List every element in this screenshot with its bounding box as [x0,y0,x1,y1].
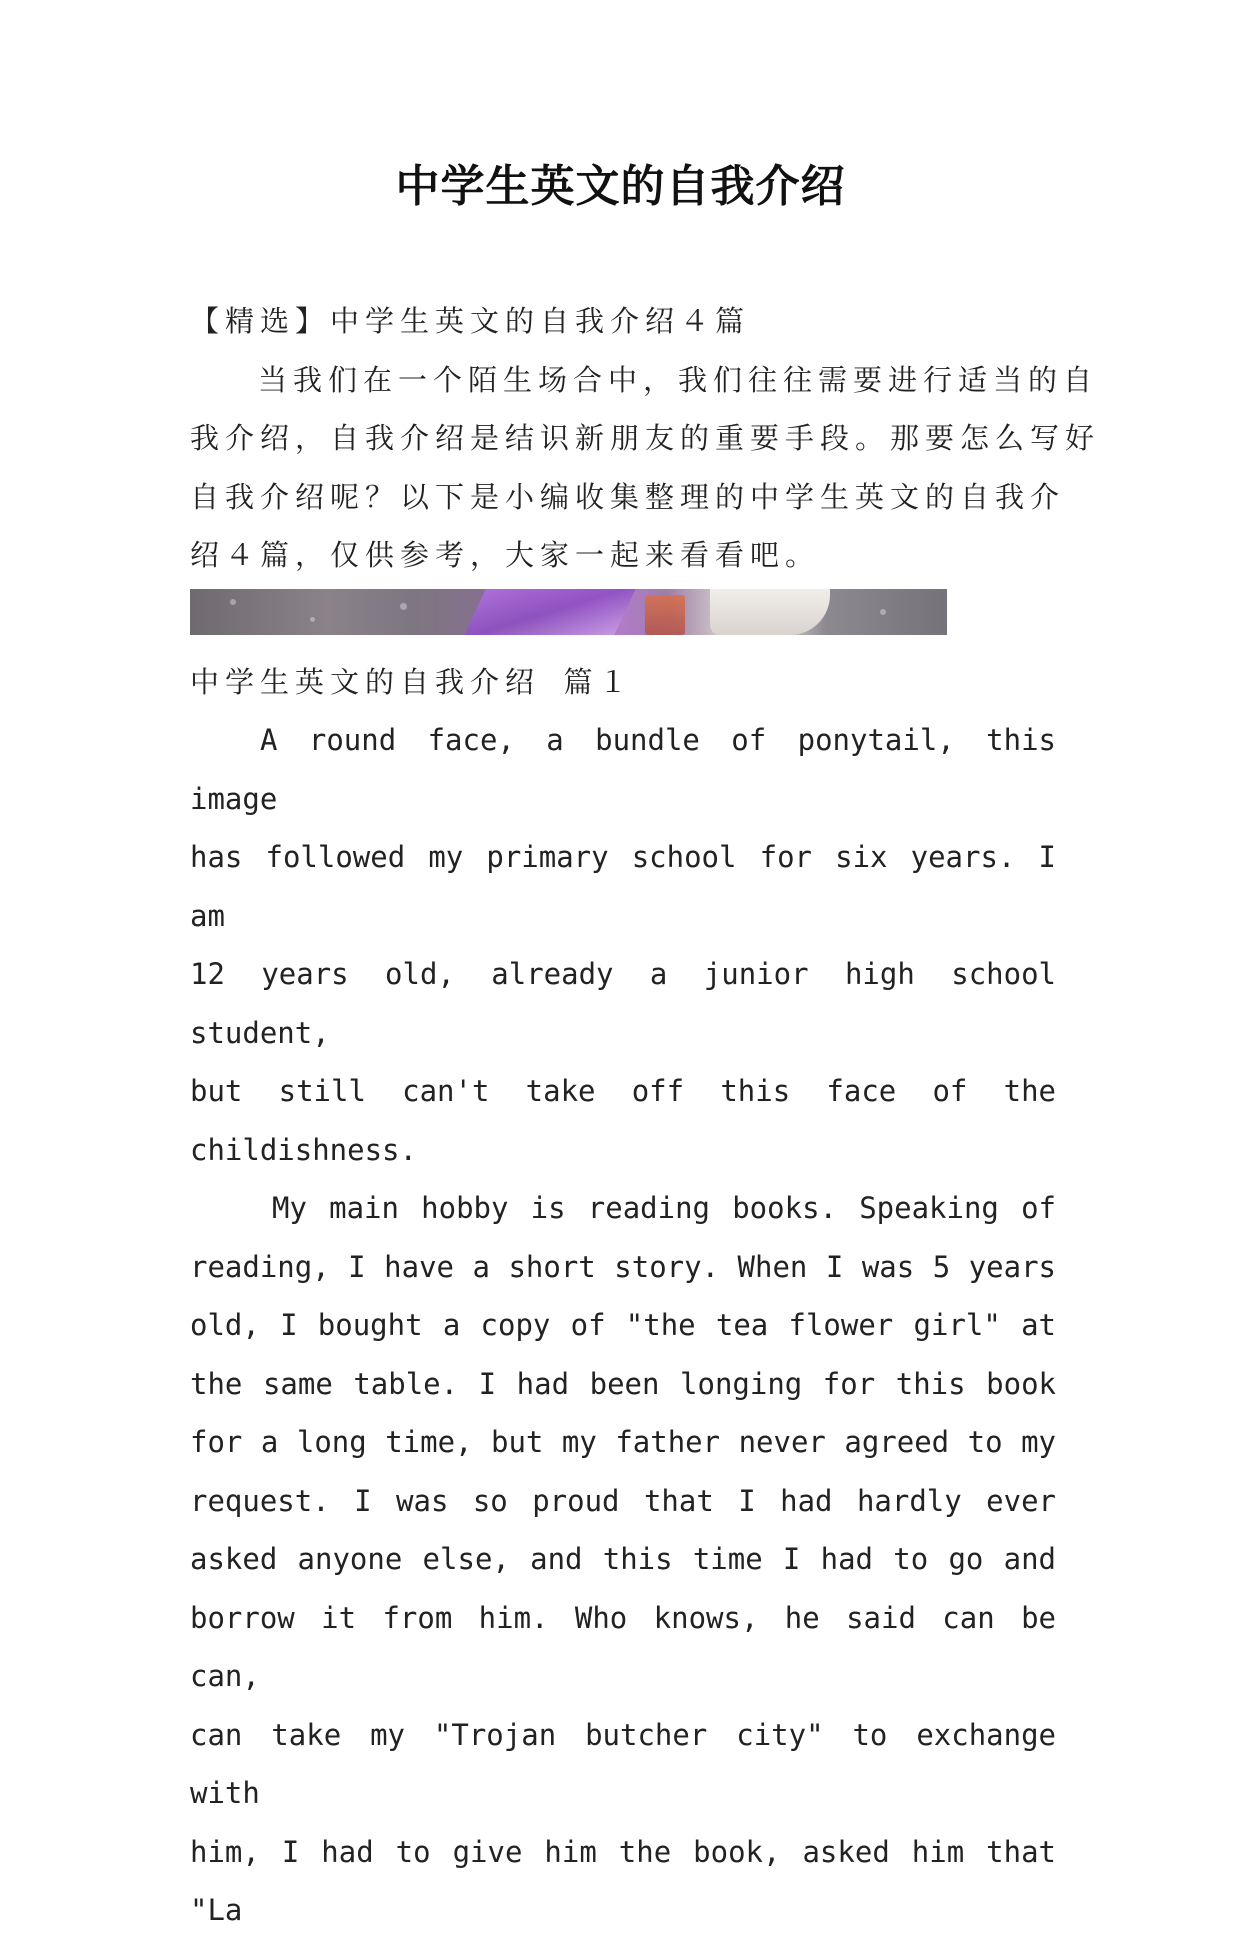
photo-speck [400,603,407,610]
paragraph-line: reading, I have a short story. When I was 5 years [190,1249,1056,1284]
photo-speck [230,599,236,605]
document-title: 中学生英文的自我介绍 [395,161,846,212]
paragraph-line: request. I was so proud that I had hardly ever [190,1483,1056,1518]
intro-line: 我介绍，自我介绍是结识新朋友的重要手段。那要怎么写好 [190,421,1101,455]
paragraph-line: the same table. I had been longing for this book [190,1366,1056,1401]
paragraph-line: childishness. [190,1132,417,1167]
paragraph-line: has followed my primary school for six years. I am [190,840,1056,933]
paragraph-2 [190,1179,1056,1940]
paragraph-line: asked anyone else, and this time I had to go and [190,1542,1056,1576]
photo-speck [310,617,315,622]
paragraph-line: 12 years old, already a junior high school student, [190,957,1056,1050]
paragraph-1 [190,711,1056,1179]
paragraph-line: borrow it from him. Who knows, he said can be can, [190,1600,1056,1693]
paragraph-line: can take my "Trojan butcher city" to exchange with [190,1717,1056,1810]
intro-line: 自我介绍呢？以下是小编收集整理的中学生英文的自我介 [190,479,1066,514]
photo-purple-region [464,589,635,635]
photo-speck [880,609,886,615]
document-body [190,292,1101,1940]
paragraph-line: My main hobby is reading books. Speaking of [272,1191,1056,1225]
subtitle: 【精选】中学生英文的自我介绍４篇 [190,304,751,338]
paragraph-line: old, I bought a copy of "the tea flower girl" at [190,1308,1056,1342]
paragraph-line: for a long time, but my father never agreed to my [190,1425,1056,1459]
section-heading: 中学生英文的自我介绍 篇１ [190,664,634,699]
intro-line: 绍４篇，仅供参考，大家一起来看看吧。 [190,538,821,572]
intro-line: 当我们在一个陌生场合中，我们往往需要进行适当的自 [258,362,1099,397]
paragraph-line: A round face, a bundle of ponytail, this image [190,723,1056,816]
paragraph-line: but still can't take off this face of the [190,1074,1056,1108]
decorative-photo-strip [190,589,947,635]
paragraph-line: him, I had to give him the book, asked him that "La [190,1834,1056,1927]
photo-white-region [710,589,830,635]
photo-orange-region [645,595,685,635]
